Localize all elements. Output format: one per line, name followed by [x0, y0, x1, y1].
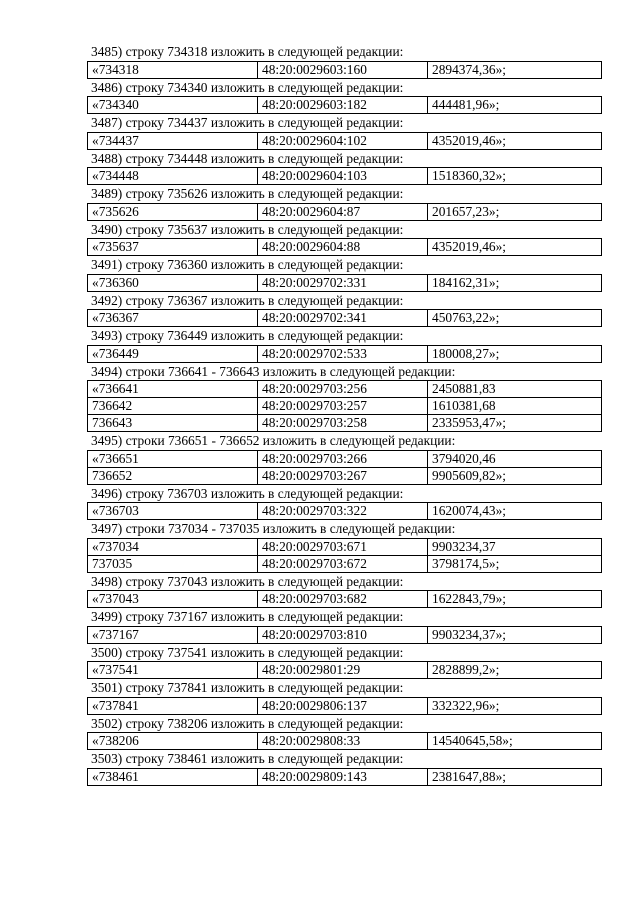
table-row	[88, 415, 602, 432]
row-number-cell: «738206	[88, 733, 258, 750]
amendment-heading: 3500) строку 737541 изложить в следующей редакции:	[91, 644, 404, 660]
table-row	[88, 398, 602, 415]
table-row	[88, 538, 602, 555]
document-page	[87, 43, 601, 786]
amendment-heading: 3495) строки 736651 - 736652 изложить в следующей редакции:	[91, 433, 456, 448]
value-cell: 2381647,88»;	[428, 768, 602, 785]
amendment-table	[87, 590, 602, 608]
cadastral-number-cell: 48:20:0029703:682	[258, 591, 428, 608]
row-number-cell: «736641	[88, 381, 258, 398]
row-number-cell: «734318	[88, 61, 258, 78]
row-number-cell: «737541	[88, 662, 258, 679]
amendment-heading: 3503) строку 738461 изложить в следующей редакции:	[91, 751, 404, 766]
value-cell: 3798174,5»;	[428, 555, 602, 572]
cadastral-number-cell: 48:20:0029604:88	[258, 239, 428, 256]
row-number-cell: «736651	[88, 450, 258, 467]
table-row	[88, 503, 602, 520]
amendment-table	[87, 626, 602, 644]
table-row	[88, 345, 602, 362]
value-cell: 1620074,43»;	[428, 503, 602, 520]
amendment-table	[87, 132, 602, 150]
table-row	[88, 203, 602, 220]
cadastral-number-cell: 48:20:0029808:33	[258, 733, 428, 750]
amendment-table	[87, 768, 602, 786]
table-row	[88, 61, 602, 78]
cadastral-number-cell: 48:20:0029603:182	[258, 97, 428, 114]
row-number-cell: «734437	[88, 132, 258, 149]
table-row	[88, 239, 602, 256]
value-cell: 180008,27»;	[428, 345, 602, 362]
row-number-cell: 737035	[88, 555, 258, 572]
cadastral-number-cell: 48:20:0029703:671	[258, 538, 428, 555]
table-row	[88, 591, 602, 608]
amendment-table	[87, 96, 602, 114]
amendment-table	[87, 661, 602, 679]
value-cell: 444481,96»;	[428, 97, 602, 114]
cadastral-number-cell: 48:20:0029703:258	[258, 415, 428, 432]
amendment-table	[87, 238, 602, 256]
amendment-heading: 3498) строку 737043 изложить в следующей редакции:	[91, 573, 404, 589]
cadastral-number-cell: 48:20:0029703:256	[258, 381, 428, 398]
amendment-heading: 3492) строку 736367 изложить в следующей редакции:	[91, 292, 404, 308]
value-cell: 3794020,46	[428, 450, 602, 467]
cadastral-number-cell: 48:20:0029703:810	[258, 626, 428, 643]
amendment-heading: 3494) строки 736641 - 736643 изложить в следующей редакции:	[91, 363, 456, 379]
amendment-table	[87, 345, 602, 363]
cadastral-number-cell: 48:20:0029604:87	[258, 203, 428, 220]
value-cell: 2450881,83	[428, 381, 602, 398]
value-cell: 332322,96»;	[428, 697, 602, 714]
cadastral-number-cell: 48:20:0029604:103	[258, 168, 428, 185]
table-row	[88, 467, 602, 484]
amendment-table	[87, 61, 602, 79]
amendment-table	[87, 697, 602, 715]
value-cell: 1518360,32»;	[428, 168, 602, 185]
row-number-cell: 736642	[88, 398, 258, 415]
table-row	[88, 132, 602, 149]
value-cell: 201657,23»;	[428, 203, 602, 220]
amendment-table	[87, 203, 602, 221]
amendment-heading: 3487) строку 734437 изложить в следующей редакции:	[91, 115, 404, 130]
table-row	[88, 450, 602, 467]
table-row	[88, 626, 602, 643]
table-row	[88, 697, 602, 714]
amendment-table	[87, 309, 602, 327]
table-row	[88, 168, 602, 185]
amendment-heading: 3493) строку 736449 изложить в следующей редакции:	[91, 328, 404, 343]
value-cell: 450763,22»;	[428, 310, 602, 327]
table-row	[88, 768, 602, 785]
cadastral-number-cell: 48:20:0029702:341	[258, 310, 428, 327]
table-row	[88, 662, 602, 679]
row-number-cell: 736643	[88, 415, 258, 432]
row-number-cell: «736703	[88, 503, 258, 520]
amendment-table	[87, 274, 602, 292]
value-cell: 9905609,82»;	[428, 467, 602, 484]
amendment-table	[87, 450, 602, 485]
row-number-cell: «735626	[88, 203, 258, 220]
table-row	[88, 310, 602, 327]
row-number-cell: «738461	[88, 768, 258, 785]
amendment-heading: 3499) строку 737167 изложить в следующей редакции:	[91, 609, 404, 624]
row-number-cell: «735637	[88, 239, 258, 256]
cadastral-number-cell: 48:20:0029703:672	[258, 555, 428, 572]
cadastral-number-cell: 48:20:0029806:137	[258, 697, 428, 714]
cadastral-number-cell: 48:20:0029603:160	[258, 61, 428, 78]
value-cell: 1622843,79»;	[428, 591, 602, 608]
value-cell: 9903234,37	[428, 538, 602, 555]
table-row	[88, 555, 602, 572]
amendment-table	[87, 732, 602, 750]
cadastral-number-cell: 48:20:0029703:257	[258, 398, 428, 415]
value-cell: 9903234,37»;	[428, 626, 602, 643]
cadastral-number-cell: 48:20:0029703:266	[258, 450, 428, 467]
value-cell: 184162,31»;	[428, 274, 602, 291]
row-number-cell: «734448	[88, 168, 258, 185]
row-number-cell: «736449	[88, 345, 258, 362]
amendment-table	[87, 538, 602, 573]
row-number-cell: «736360	[88, 274, 258, 291]
row-number-cell: «737167	[88, 626, 258, 643]
amendment-heading: 3490) строку 735637 изложить в следующей редакции:	[91, 221, 404, 237]
amendment-table	[87, 502, 602, 520]
row-number-cell: 736652	[88, 467, 258, 484]
amendment-table	[87, 380, 602, 432]
cadastral-number-cell: 48:20:0029702:331	[258, 274, 428, 291]
amendment-heading: 3488) строку 734448 изложить в следующей редакции:	[91, 150, 404, 166]
table-row	[88, 274, 602, 291]
row-number-cell: «737043	[88, 591, 258, 608]
table-row	[88, 97, 602, 114]
value-cell: 4352019,46»;	[428, 132, 602, 149]
value-cell: 2335953,47»;	[428, 415, 602, 432]
amendment-heading: 3491) строку 736360 изложить в следующей редакции:	[91, 257, 404, 272]
table-row	[88, 733, 602, 750]
amendment-heading: 3485) строку 734318 изложить в следующей редакции:	[91, 44, 404, 59]
row-number-cell: «736367	[88, 310, 258, 327]
cadastral-number-cell: 48:20:0029703:322	[258, 503, 428, 520]
cadastral-number-cell: 48:20:0029703:267	[258, 467, 428, 484]
row-number-cell: «737841	[88, 697, 258, 714]
amendment-table	[87, 167, 602, 185]
amendment-heading: 3489) строку 735626 изложить в следующей редакции:	[91, 186, 404, 201]
amendment-heading: 3486) строку 734340 изложить в следующей редакции:	[91, 79, 404, 95]
cadastral-number-cell: 48:20:0029604:102	[258, 132, 428, 149]
row-number-cell: «734340	[88, 97, 258, 114]
amendment-heading: 3496) строку 736703 изложить в следующей редакции:	[91, 485, 404, 501]
amendment-heading: 3497) строки 737034 - 737035 изложить в следующей редакции:	[91, 521, 456, 536]
value-cell: 14540645,58»;	[428, 733, 602, 750]
cadastral-number-cell: 48:20:0029801:29	[258, 662, 428, 679]
amendment-heading: 3501) строку 737841 изложить в следующей редакции:	[91, 680, 404, 695]
cadastral-number-cell: 48:20:0029702:533	[258, 345, 428, 362]
cadastral-number-cell: 48:20:0029809:143	[258, 768, 428, 785]
value-cell: 2894374,36»;	[428, 61, 602, 78]
value-cell: 4352019,46»;	[428, 239, 602, 256]
row-number-cell: «737034	[88, 538, 258, 555]
value-cell: 2828899,2»;	[428, 662, 602, 679]
amendment-heading: 3502) строку 738206 изложить в следующей редакции:	[91, 715, 404, 731]
table-row	[88, 381, 602, 398]
value-cell: 1610381,68	[428, 398, 602, 415]
